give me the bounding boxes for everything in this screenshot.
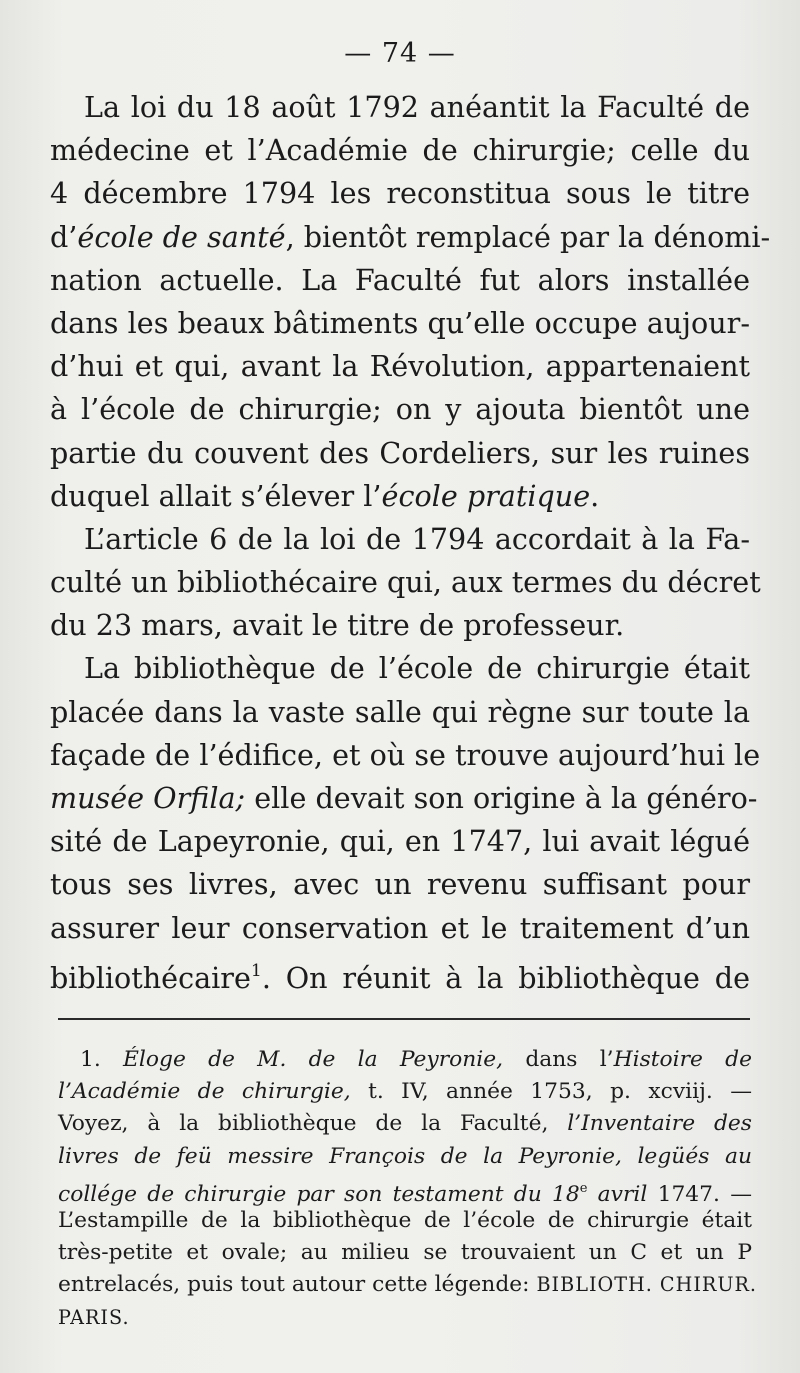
footnote-line: L’estampille de la bibliothèque de l’école de chirurgie était [58, 1207, 752, 1233]
footnote-line: Voyez, à la bibliothèque de la Faculté, l’Inventaire des [58, 1111, 752, 1137]
footnote-line [58, 1302, 752, 1334]
footnote-separator [58, 1018, 750, 1020]
text-line: façade de l’édifice, et où se trouve aujourd’hui le [50, 737, 761, 772]
footnote-line: livres de feü messire François de la Peyronie, legüés au [58, 1143, 752, 1169]
stamp-legend: BIBLIOTH. CHIRUR. [536, 1273, 758, 1297]
text-line: dans les beaux bâtiments qu’elle occupe aujour- [50, 305, 750, 340]
text-line: assurer leur conservation et le traitement d’un [50, 910, 750, 945]
text-line: musée Orfila; elle devait son origine à la généro- [50, 781, 758, 815]
italic-term: musée Orfila; [50, 781, 246, 815]
stamp-legend: PARIS. [58, 1305, 130, 1329]
text-line: tous ses livres, avec un revenu suffisant pour [50, 867, 750, 902]
main-text [50, 86, 771, 995]
page-number: — 74 — [344, 38, 456, 69]
text-line: sité de Lapeyronie, qui, en 1747, lui avait légué [50, 824, 750, 859]
text-line: à l’école de chirurgie; on y ajouta bientôt une [50, 392, 750, 427]
text-line: La loi du 18 août 1792 anéantit la Faculté de [84, 90, 750, 124]
footnote-line: l’Académie de chirurgie, t. IV, année 1753, p. xcviij. — [58, 1079, 752, 1105]
footnote-line: collége de chirurgie par son testament du 18e avril 1747. — [58, 1180, 752, 1207]
footnote-line: 1. Éloge de M. de la Peyronie, dans l’Histoire de [80, 1047, 753, 1072]
text-line: bibliothécaire$^1$. On réunit à la bibliothèque de [50, 960, 750, 995]
text-line: placée dans la vaste salle qui règne sur toute la [50, 694, 750, 729]
footnote-marker: 1 [250, 960, 262, 981]
text-line: partie du couvent des Cordeliers, sur les ruines [50, 435, 750, 470]
text-line: d’école de santé, bientôt remplacé par la dénomi- [50, 219, 771, 254]
italic-term: école pratique [381, 478, 591, 513]
footnote-line: entrelacés, puis tout autour cette légende: BIBLIOTH. CHIRUR. [58, 1272, 758, 1298]
text-line: culté un bibliothécaire qui, aux termes du décret [50, 565, 761, 600]
text-line: du 23 mars, avait le titre de professeur. [50, 608, 625, 643]
text-line: duquel allait s’élever l’école pratique. [50, 478, 600, 513]
text-line: L’article 6 de la loi de 1794 accordait à la Fa- [84, 521, 750, 556]
text-line: médecine et l’Académie de chirurgie; celle du [50, 133, 750, 168]
italic-term: école de santé [77, 219, 286, 254]
footnote-line: très-petite et ovale; au milieu se trouvaient un C et un P [58, 1240, 752, 1266]
text-line: 4 décembre 1794 les reconstitua sous le titre [50, 176, 750, 211]
text-line: La bibliothèque de l’école de chirurgie était [84, 651, 750, 686]
text-line: d’hui et qui, avant la Révolution, appartenaient [50, 349, 750, 384]
text-line: nation actuelle. La Faculté fut alors installée [50, 262, 750, 297]
footnote [58, 1044, 758, 1334]
